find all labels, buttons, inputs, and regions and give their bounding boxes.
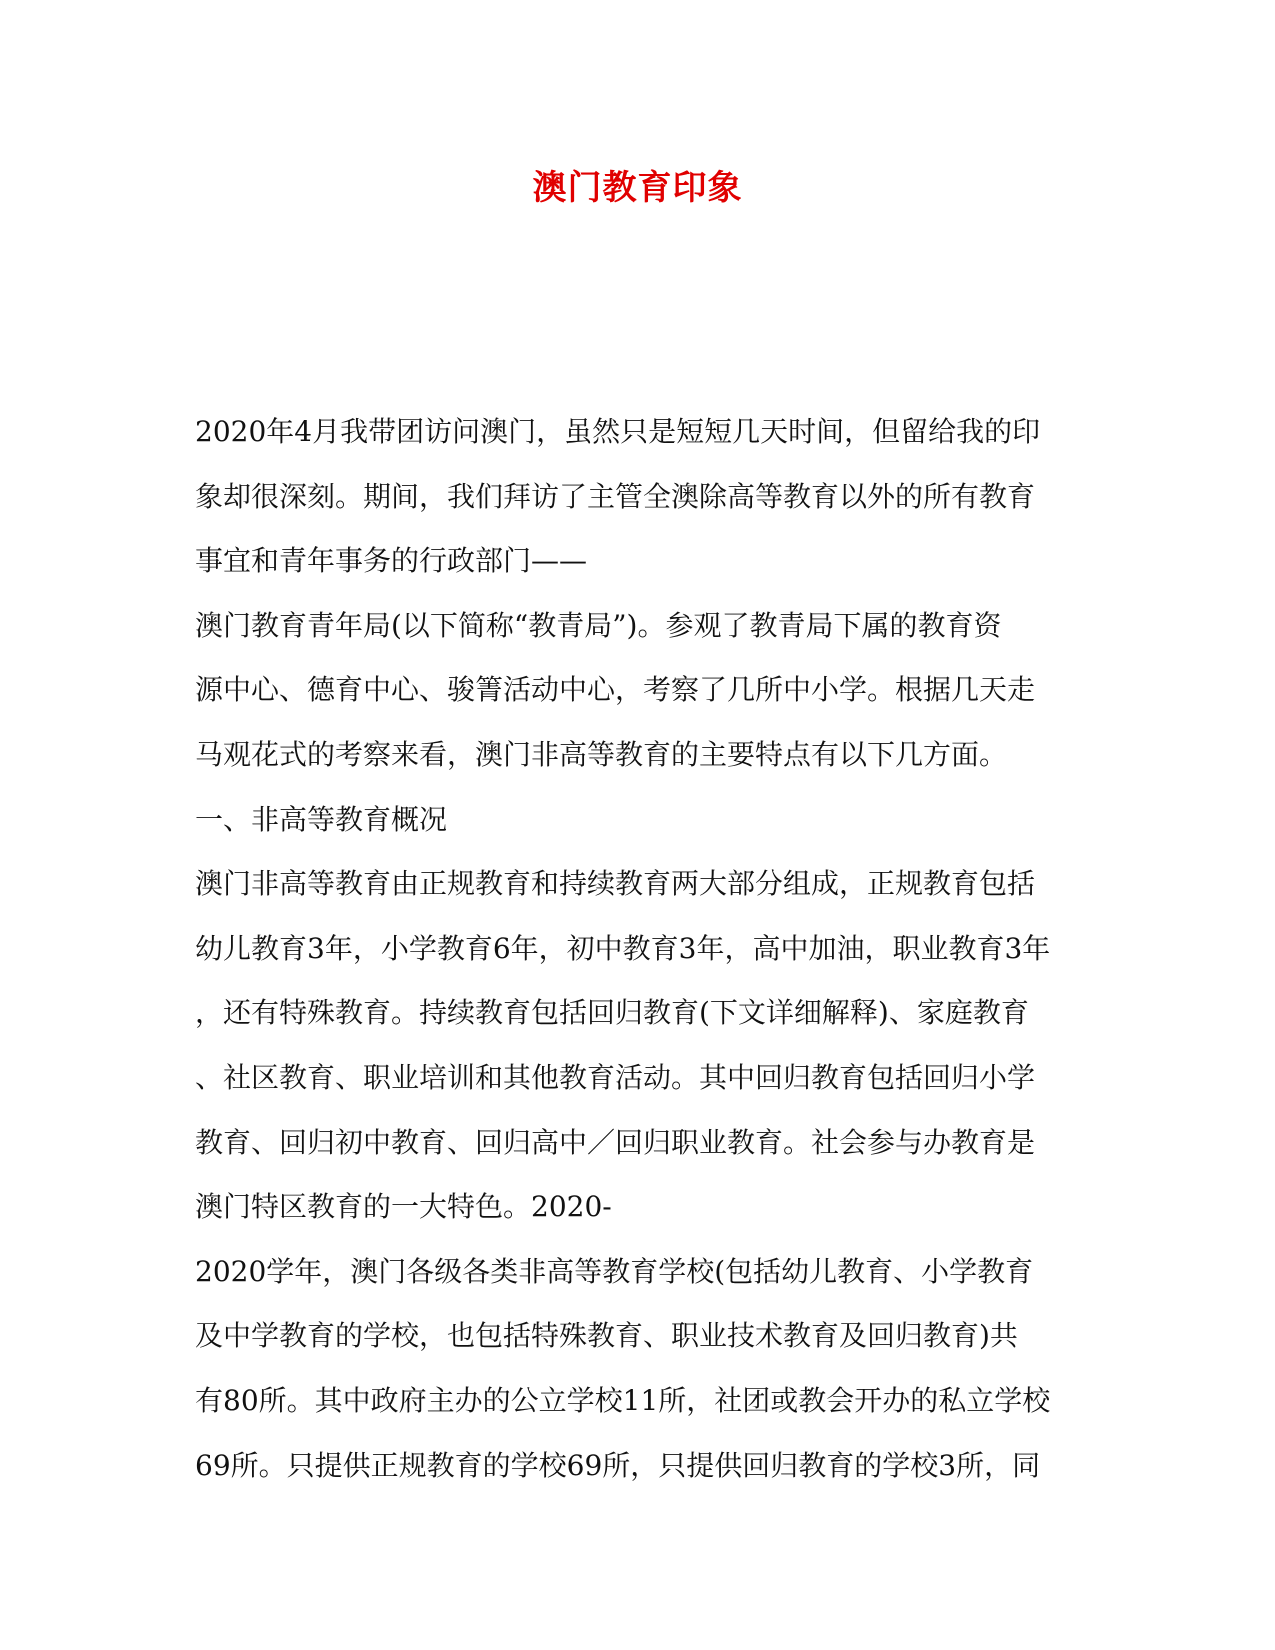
body-text-line: 及中学教育的学校，也包括特殊教育、职业技术教育及回归教育)共 [195, 1319, 1018, 1353]
body-text-line: 源中心、德育中心、骏箐活动中心，考察了几所中小学。根据几天走 [195, 673, 1036, 707]
body-text-line: 2020年4月我带团访问澳门，虽然只是短短几天时间，但留给我的印 [195, 415, 1041, 448]
body-text-line: 澳门教育青年局(以下简称“教青局”)。参观了教青局下属的教育资 [195, 608, 1002, 642]
body-text-line: 象却很深刻。期间，我们拜访了主管全澳除高等教育以外的所有教育 [195, 479, 1036, 513]
body-text-line: 有80所。其中政府主办的公立学校11所，社团或教会开办的私立学校 [195, 1383, 1051, 1417]
body-text-line: 澳门特区教育的一大特色。2020- [195, 1190, 612, 1224]
document-body [195, 414, 1075, 1512]
document-title: 澳门教育印象 [532, 168, 743, 208]
body-text-line: 69所。只提供正规教育的学校69所，只提供回归教育的学校3所，同 [195, 1448, 1041, 1482]
body-text-line: 澳门非高等教育由正规教育和持续教育两大部分组成，正规教育包括 [195, 867, 1036, 901]
body-text-line: 教育、回归初中教育、回归高中／回归职业教育。社会参与办教育是 [195, 1125, 1036, 1159]
body-text-line: 马观花式的考察来看，澳门非高等教育的主要特点有以下几方面。 [195, 737, 1008, 771]
body-text-line: 幼儿教育3年，小学教育6年，初中教育3年，高中加油，职业教育3年 [195, 931, 1051, 965]
body-text-line: 一、非高等教育概况 [195, 802, 448, 836]
body-text-line: 事宜和青年事务的行政部门—— [195, 544, 588, 578]
body-text-line: 、社区教育、职业培训和其他教育活动。其中回归教育包括回归小学 [195, 1060, 1036, 1094]
body-text-line: ，还有特殊教育。持续教育包括回归教育(下文详细解释)、家庭教育 [195, 996, 1029, 1030]
body-text-line: 2020学年，澳门各级各类非高等教育学校(包括幼儿教育、小学教育 [195, 1254, 1034, 1288]
